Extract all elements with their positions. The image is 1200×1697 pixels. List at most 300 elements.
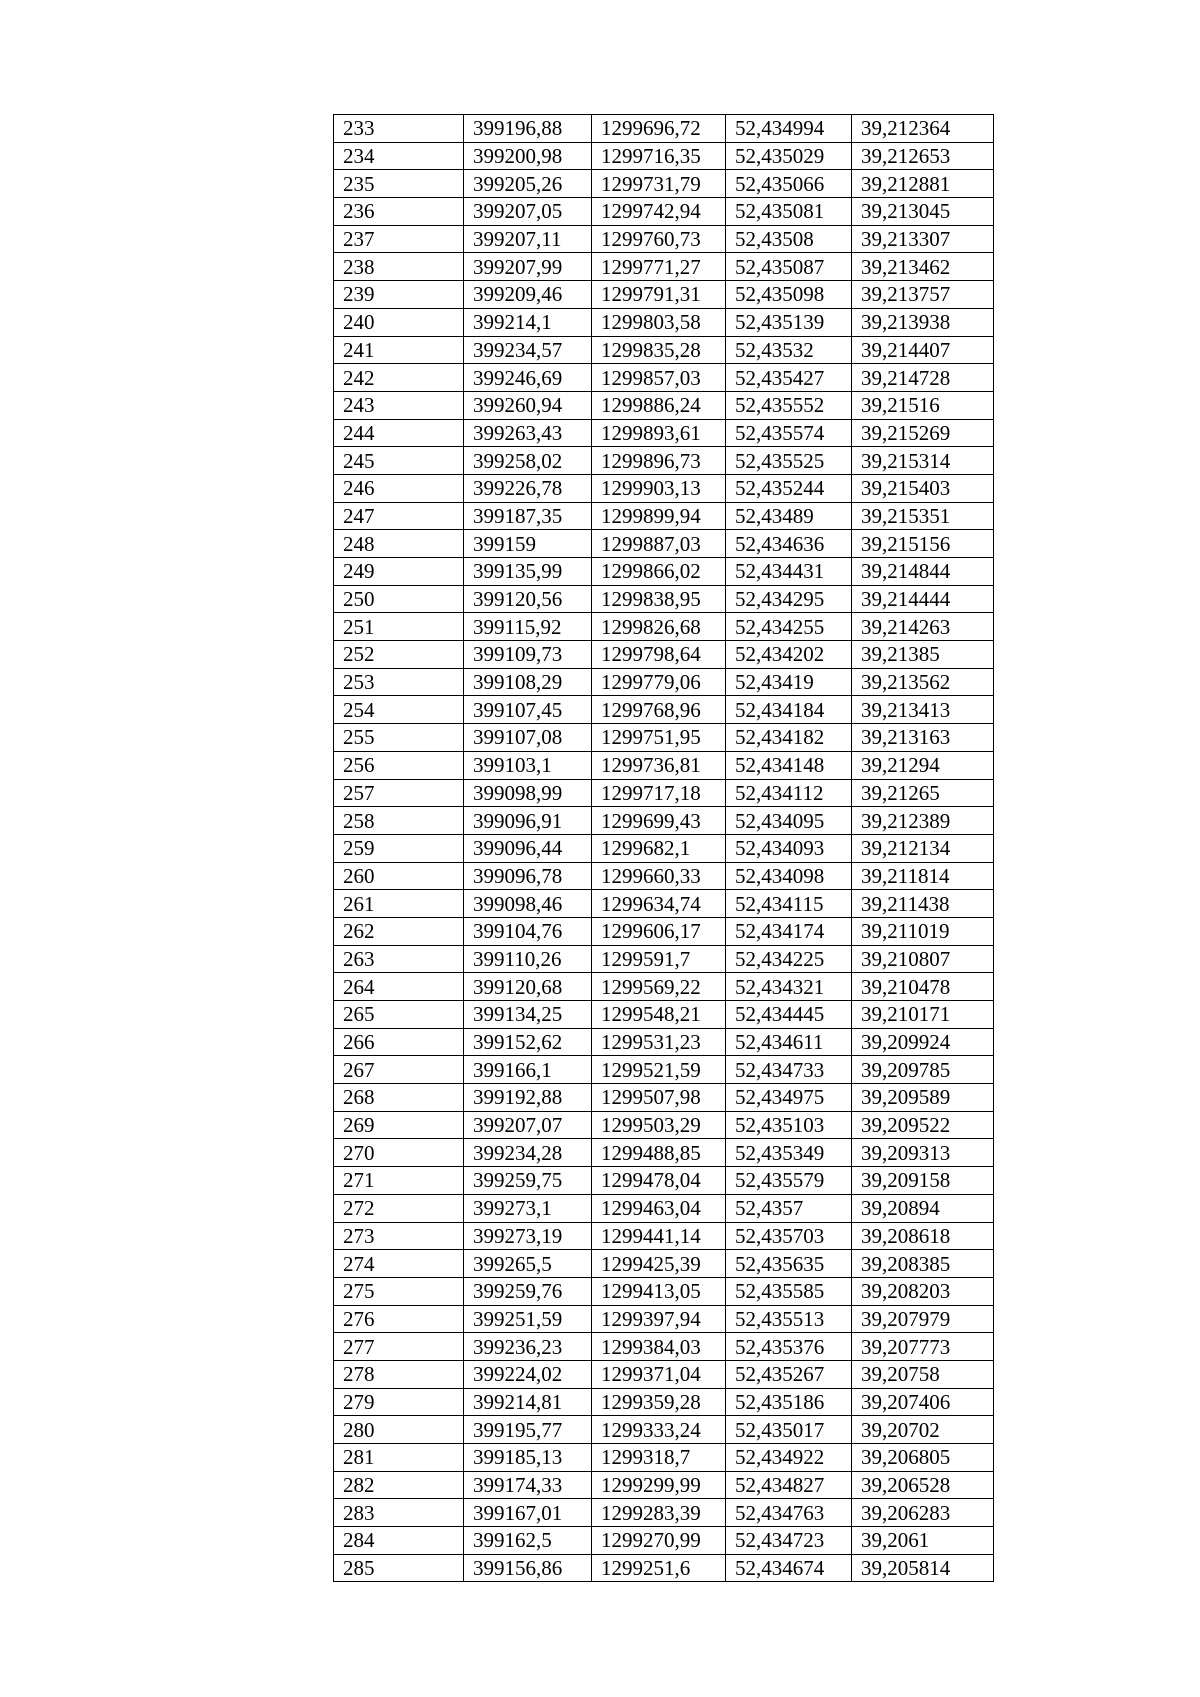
point-number-cell: 278	[334, 1360, 464, 1388]
longitude-cell: 39,215156	[852, 530, 994, 558]
longitude-cell: 39,206528	[852, 1471, 994, 1499]
x-coordinate-cell: 399152,62	[464, 1028, 592, 1056]
latitude-cell: 52,43508	[726, 225, 852, 253]
longitude-cell: 39,213413	[852, 696, 994, 724]
x-coordinate-cell: 399096,78	[464, 862, 592, 890]
table-row	[334, 1499, 994, 1527]
x-coordinate-cell: 399134,25	[464, 1001, 592, 1029]
latitude-cell: 52,434093	[726, 834, 852, 862]
latitude-cell: 52,435574	[726, 419, 852, 447]
point-number-cell: 240	[334, 308, 464, 336]
x-coordinate-cell: 399135,99	[464, 558, 592, 586]
latitude-cell: 52,435349	[726, 1139, 852, 1167]
point-number-cell: 241	[334, 336, 464, 364]
longitude-cell: 39,207406	[852, 1388, 994, 1416]
latitude-cell: 52,435186	[726, 1388, 852, 1416]
longitude-cell: 39,211019	[852, 917, 994, 945]
x-coordinate-cell: 399259,76	[464, 1277, 592, 1305]
point-number-cell: 256	[334, 751, 464, 779]
point-number-cell: 239	[334, 281, 464, 309]
table-row	[334, 613, 994, 641]
longitude-cell: 39,206805	[852, 1444, 994, 1472]
point-number-cell: 235	[334, 170, 464, 198]
table-row	[334, 917, 994, 945]
longitude-cell: 39,209313	[852, 1139, 994, 1167]
point-number-cell: 257	[334, 779, 464, 807]
latitude-cell: 52,434184	[726, 696, 852, 724]
point-number-cell: 238	[334, 253, 464, 281]
y-coordinate-cell: 1299887,03	[592, 530, 726, 558]
table-row	[334, 391, 994, 419]
y-coordinate-cell: 1299660,33	[592, 862, 726, 890]
x-coordinate-cell: 399103,1	[464, 751, 592, 779]
y-coordinate-cell: 1299359,28	[592, 1388, 726, 1416]
latitude-cell: 52,43419	[726, 668, 852, 696]
longitude-cell: 39,215314	[852, 447, 994, 475]
latitude-cell: 52,434733	[726, 1056, 852, 1084]
point-number-cell: 254	[334, 696, 464, 724]
point-number-cell: 242	[334, 364, 464, 392]
point-number-cell: 253	[334, 668, 464, 696]
y-coordinate-cell: 1299716,35	[592, 142, 726, 170]
table-row	[334, 1139, 994, 1167]
y-coordinate-cell: 1299569,22	[592, 973, 726, 1001]
y-coordinate-cell: 1299503,29	[592, 1111, 726, 1139]
longitude-cell: 39,20894	[852, 1194, 994, 1222]
point-number-cell: 234	[334, 142, 464, 170]
longitude-cell: 39,21265	[852, 779, 994, 807]
y-coordinate-cell: 1299591,7	[592, 945, 726, 973]
longitude-cell: 39,212389	[852, 807, 994, 835]
point-number-cell: 266	[334, 1028, 464, 1056]
point-number-cell: 260	[334, 862, 464, 890]
x-coordinate-cell: 399107,08	[464, 724, 592, 752]
latitude-cell: 52,435525	[726, 447, 852, 475]
table-row	[334, 1028, 994, 1056]
latitude-cell: 52,434445	[726, 1001, 852, 1029]
x-coordinate-cell: 399214,1	[464, 308, 592, 336]
table-row	[334, 585, 994, 613]
x-coordinate-cell: 399263,43	[464, 419, 592, 447]
latitude-cell: 52,434674	[726, 1554, 852, 1582]
table-row	[334, 807, 994, 835]
longitude-cell: 39,210478	[852, 973, 994, 1001]
table-row	[334, 834, 994, 862]
y-coordinate-cell: 1299531,23	[592, 1028, 726, 1056]
table-row	[334, 1554, 994, 1582]
latitude-cell: 52,434763	[726, 1499, 852, 1527]
y-coordinate-cell: 1299835,28	[592, 336, 726, 364]
longitude-cell: 39,2061	[852, 1527, 994, 1555]
y-coordinate-cell: 1299717,18	[592, 779, 726, 807]
x-coordinate-cell: 399251,59	[464, 1305, 592, 1333]
point-number-cell: 233	[334, 115, 464, 143]
latitude-cell: 52,4357	[726, 1194, 852, 1222]
point-number-cell: 236	[334, 198, 464, 226]
point-number-cell: 243	[334, 391, 464, 419]
point-number-cell: 283	[334, 1499, 464, 1527]
y-coordinate-cell: 1299893,61	[592, 419, 726, 447]
y-coordinate-cell: 1299425,39	[592, 1250, 726, 1278]
longitude-cell: 39,207773	[852, 1333, 994, 1361]
point-number-cell: 277	[334, 1333, 464, 1361]
longitude-cell: 39,206283	[852, 1499, 994, 1527]
latitude-cell: 52,434922	[726, 1444, 852, 1472]
y-coordinate-cell: 1299251,6	[592, 1554, 726, 1582]
x-coordinate-cell: 399159	[464, 530, 592, 558]
point-number-cell: 251	[334, 613, 464, 641]
longitude-cell: 39,214263	[852, 613, 994, 641]
longitude-cell: 39,209158	[852, 1167, 994, 1195]
table-row	[334, 668, 994, 696]
longitude-cell: 39,21516	[852, 391, 994, 419]
latitude-cell: 52,435139	[726, 308, 852, 336]
longitude-cell: 39,20758	[852, 1360, 994, 1388]
latitude-cell: 52,434182	[726, 724, 852, 752]
table-row	[334, 779, 994, 807]
y-coordinate-cell: 1299886,24	[592, 391, 726, 419]
longitude-cell: 39,212134	[852, 834, 994, 862]
latitude-cell: 52,435103	[726, 1111, 852, 1139]
latitude-cell: 52,434636	[726, 530, 852, 558]
y-coordinate-cell: 1299857,03	[592, 364, 726, 392]
latitude-cell: 52,434723	[726, 1527, 852, 1555]
table-row	[334, 558, 994, 586]
latitude-cell: 52,43532	[726, 336, 852, 364]
y-coordinate-cell: 1299768,96	[592, 696, 726, 724]
x-coordinate-cell: 399108,29	[464, 668, 592, 696]
x-coordinate-cell: 399207,11	[464, 225, 592, 253]
latitude-cell: 52,434255	[726, 613, 852, 641]
point-number-cell: 244	[334, 419, 464, 447]
longitude-cell: 39,210807	[852, 945, 994, 973]
y-coordinate-cell: 1299899,94	[592, 502, 726, 530]
coordinates-table	[333, 114, 994, 1582]
y-coordinate-cell: 1299903,13	[592, 474, 726, 502]
latitude-cell: 52,434112	[726, 779, 852, 807]
table-row	[334, 1444, 994, 1472]
longitude-cell: 39,209522	[852, 1111, 994, 1139]
point-number-cell: 279	[334, 1388, 464, 1416]
longitude-cell: 39,208618	[852, 1222, 994, 1250]
point-number-cell: 237	[334, 225, 464, 253]
longitude-cell: 39,215269	[852, 419, 994, 447]
x-coordinate-cell: 399185,13	[464, 1444, 592, 1472]
longitude-cell: 39,211814	[852, 862, 994, 890]
latitude-cell: 52,435427	[726, 364, 852, 392]
point-number-cell: 275	[334, 1277, 464, 1305]
x-coordinate-cell: 399265,5	[464, 1250, 592, 1278]
x-coordinate-cell: 399234,57	[464, 336, 592, 364]
latitude-cell: 52,43489	[726, 502, 852, 530]
longitude-cell: 39,213757	[852, 281, 994, 309]
x-coordinate-cell: 399260,94	[464, 391, 592, 419]
latitude-cell: 52,434321	[726, 973, 852, 1001]
table-row	[334, 696, 994, 724]
y-coordinate-cell: 1299798,64	[592, 641, 726, 669]
y-coordinate-cell: 1299397,94	[592, 1305, 726, 1333]
point-number-cell: 255	[334, 724, 464, 752]
x-coordinate-cell: 399109,73	[464, 641, 592, 669]
longitude-cell: 39,213307	[852, 225, 994, 253]
table-row	[334, 1250, 994, 1278]
x-coordinate-cell: 399187,35	[464, 502, 592, 530]
latitude-cell: 52,434975	[726, 1084, 852, 1112]
x-coordinate-cell: 399156,86	[464, 1554, 592, 1582]
longitude-cell: 39,214728	[852, 364, 994, 392]
table-row	[334, 1527, 994, 1555]
table-row	[334, 973, 994, 1001]
latitude-cell: 52,435087	[726, 253, 852, 281]
point-number-cell: 262	[334, 917, 464, 945]
point-number-cell: 252	[334, 641, 464, 669]
table-row	[334, 336, 994, 364]
x-coordinate-cell: 399207,05	[464, 198, 592, 226]
point-number-cell: 248	[334, 530, 464, 558]
longitude-cell: 39,21385	[852, 641, 994, 669]
latitude-cell: 52,435513	[726, 1305, 852, 1333]
point-number-cell: 269	[334, 1111, 464, 1139]
y-coordinate-cell: 1299270,99	[592, 1527, 726, 1555]
table-row	[334, 447, 994, 475]
y-coordinate-cell: 1299742,94	[592, 198, 726, 226]
longitude-cell: 39,213938	[852, 308, 994, 336]
y-coordinate-cell: 1299699,43	[592, 807, 726, 835]
table-row	[334, 198, 994, 226]
table-row	[334, 1333, 994, 1361]
x-coordinate-cell: 399207,07	[464, 1111, 592, 1139]
latitude-cell: 52,435703	[726, 1222, 852, 1250]
x-coordinate-cell: 399167,01	[464, 1499, 592, 1527]
latitude-cell: 52,434295	[726, 585, 852, 613]
y-coordinate-cell: 1299760,73	[592, 225, 726, 253]
point-number-cell: 246	[334, 474, 464, 502]
table-row	[334, 530, 994, 558]
y-coordinate-cell: 1299488,85	[592, 1139, 726, 1167]
y-coordinate-cell: 1299371,04	[592, 1360, 726, 1388]
latitude-cell: 52,434431	[726, 558, 852, 586]
table-row	[334, 641, 994, 669]
table-row	[334, 1471, 994, 1499]
table-row	[334, 1084, 994, 1112]
y-coordinate-cell: 1299682,1	[592, 834, 726, 862]
latitude-cell: 52,435244	[726, 474, 852, 502]
y-coordinate-cell: 1299413,05	[592, 1277, 726, 1305]
latitude-cell: 52,435029	[726, 142, 852, 170]
table-row	[334, 1111, 994, 1139]
table-row	[334, 281, 994, 309]
longitude-cell: 39,209589	[852, 1084, 994, 1112]
x-coordinate-cell: 399096,44	[464, 834, 592, 862]
latitude-cell: 52,435098	[726, 281, 852, 309]
longitude-cell: 39,212881	[852, 170, 994, 198]
point-number-cell: 285	[334, 1554, 464, 1582]
latitude-cell: 52,434174	[726, 917, 852, 945]
x-coordinate-cell: 399104,76	[464, 917, 592, 945]
latitude-cell: 52,435081	[726, 198, 852, 226]
longitude-cell: 39,214407	[852, 336, 994, 364]
y-coordinate-cell: 1299283,39	[592, 1499, 726, 1527]
y-coordinate-cell: 1299896,73	[592, 447, 726, 475]
y-coordinate-cell: 1299751,95	[592, 724, 726, 752]
y-coordinate-cell: 1299826,68	[592, 613, 726, 641]
longitude-cell: 39,208203	[852, 1277, 994, 1305]
longitude-cell: 39,20702	[852, 1416, 994, 1444]
longitude-cell: 39,213163	[852, 724, 994, 752]
longitude-cell: 39,208385	[852, 1250, 994, 1278]
latitude-cell: 52,434148	[726, 751, 852, 779]
table-row	[334, 1360, 994, 1388]
point-number-cell: 282	[334, 1471, 464, 1499]
point-number-cell: 274	[334, 1250, 464, 1278]
y-coordinate-cell: 1299866,02	[592, 558, 726, 586]
latitude-cell: 52,435017	[726, 1416, 852, 1444]
x-coordinate-cell: 399192,88	[464, 1084, 592, 1112]
x-coordinate-cell: 399195,77	[464, 1416, 592, 1444]
table-row	[334, 253, 994, 281]
point-number-cell: 263	[334, 945, 464, 973]
y-coordinate-cell: 1299521,59	[592, 1056, 726, 1084]
x-coordinate-cell: 399273,19	[464, 1222, 592, 1250]
y-coordinate-cell: 1299299,99	[592, 1471, 726, 1499]
coordinates-table-body	[334, 115, 994, 1582]
table-row	[334, 1001, 994, 1029]
x-coordinate-cell: 399166,1	[464, 1056, 592, 1084]
x-coordinate-cell: 399098,99	[464, 779, 592, 807]
latitude-cell: 52,435635	[726, 1250, 852, 1278]
longitude-cell: 39,211438	[852, 890, 994, 918]
y-coordinate-cell: 1299606,17	[592, 917, 726, 945]
latitude-cell: 52,435066	[726, 170, 852, 198]
longitude-cell: 39,215403	[852, 474, 994, 502]
latitude-cell: 52,435585	[726, 1277, 852, 1305]
y-coordinate-cell: 1299838,95	[592, 585, 726, 613]
longitude-cell: 39,207979	[852, 1305, 994, 1333]
longitude-cell: 39,212364	[852, 115, 994, 143]
point-number-cell: 280	[334, 1416, 464, 1444]
point-number-cell: 261	[334, 890, 464, 918]
x-coordinate-cell: 399209,46	[464, 281, 592, 309]
x-coordinate-cell: 399096,91	[464, 807, 592, 835]
latitude-cell: 52,434611	[726, 1028, 852, 1056]
longitude-cell: 39,215351	[852, 502, 994, 530]
longitude-cell: 39,214844	[852, 558, 994, 586]
latitude-cell: 52,434095	[726, 807, 852, 835]
y-coordinate-cell: 1299771,27	[592, 253, 726, 281]
y-coordinate-cell: 1299548,21	[592, 1001, 726, 1029]
table-row	[334, 225, 994, 253]
point-number-cell: 270	[334, 1139, 464, 1167]
table-row	[334, 1167, 994, 1195]
table-row	[334, 474, 994, 502]
latitude-cell: 52,434202	[726, 641, 852, 669]
y-coordinate-cell: 1299731,79	[592, 170, 726, 198]
table-row	[334, 890, 994, 918]
latitude-cell: 52,435267	[726, 1360, 852, 1388]
x-coordinate-cell: 399107,45	[464, 696, 592, 724]
table-row	[334, 170, 994, 198]
point-number-cell: 264	[334, 973, 464, 1001]
y-coordinate-cell: 1299696,72	[592, 115, 726, 143]
x-coordinate-cell: 399258,02	[464, 447, 592, 475]
point-number-cell: 265	[334, 1001, 464, 1029]
point-number-cell: 250	[334, 585, 464, 613]
table-row	[334, 115, 994, 143]
table-row	[334, 308, 994, 336]
longitude-cell: 39,214444	[852, 585, 994, 613]
x-coordinate-cell: 399214,81	[464, 1388, 592, 1416]
x-coordinate-cell: 399224,02	[464, 1360, 592, 1388]
table-row	[334, 724, 994, 752]
latitude-cell: 52,434115	[726, 890, 852, 918]
table-row	[334, 1056, 994, 1084]
y-coordinate-cell: 1299478,04	[592, 1167, 726, 1195]
point-number-cell: 281	[334, 1444, 464, 1472]
x-coordinate-cell: 399120,68	[464, 973, 592, 1001]
longitude-cell: 39,213462	[852, 253, 994, 281]
x-coordinate-cell: 399120,56	[464, 585, 592, 613]
x-coordinate-cell: 399259,75	[464, 1167, 592, 1195]
latitude-cell: 52,434225	[726, 945, 852, 973]
longitude-cell: 39,212653	[852, 142, 994, 170]
x-coordinate-cell: 399110,26	[464, 945, 592, 973]
table-row	[334, 862, 994, 890]
longitude-cell: 39,210171	[852, 1001, 994, 1029]
longitude-cell: 39,209785	[852, 1056, 994, 1084]
point-number-cell: 247	[334, 502, 464, 530]
x-coordinate-cell: 399200,98	[464, 142, 592, 170]
y-coordinate-cell: 1299803,58	[592, 308, 726, 336]
point-number-cell: 276	[334, 1305, 464, 1333]
longitude-cell: 39,213562	[852, 668, 994, 696]
x-coordinate-cell: 399162,5	[464, 1527, 592, 1555]
table-row	[334, 419, 994, 447]
latitude-cell: 52,435376	[726, 1333, 852, 1361]
point-number-cell: 249	[334, 558, 464, 586]
y-coordinate-cell: 1299463,04	[592, 1194, 726, 1222]
point-number-cell: 284	[334, 1527, 464, 1555]
table-row	[334, 1194, 994, 1222]
y-coordinate-cell: 1299791,31	[592, 281, 726, 309]
point-number-cell: 271	[334, 1167, 464, 1195]
table-row	[334, 502, 994, 530]
latitude-cell: 52,434098	[726, 862, 852, 890]
y-coordinate-cell: 1299441,14	[592, 1222, 726, 1250]
point-number-cell: 273	[334, 1222, 464, 1250]
y-coordinate-cell: 1299318,7	[592, 1444, 726, 1472]
table-row	[334, 1277, 994, 1305]
y-coordinate-cell: 1299779,06	[592, 668, 726, 696]
table-row	[334, 1305, 994, 1333]
point-number-cell: 268	[334, 1084, 464, 1112]
y-coordinate-cell: 1299384,03	[592, 1333, 726, 1361]
y-coordinate-cell: 1299634,74	[592, 890, 726, 918]
x-coordinate-cell: 399246,69	[464, 364, 592, 392]
x-coordinate-cell: 399115,92	[464, 613, 592, 641]
x-coordinate-cell: 399273,1	[464, 1194, 592, 1222]
y-coordinate-cell: 1299507,98	[592, 1084, 726, 1112]
table-row	[334, 142, 994, 170]
table-row	[334, 364, 994, 392]
latitude-cell: 52,435552	[726, 391, 852, 419]
x-coordinate-cell: 399226,78	[464, 474, 592, 502]
latitude-cell: 52,435579	[726, 1167, 852, 1195]
x-coordinate-cell: 399234,28	[464, 1139, 592, 1167]
table-row	[334, 751, 994, 779]
x-coordinate-cell: 399236,23	[464, 1333, 592, 1361]
longitude-cell: 39,205814	[852, 1554, 994, 1582]
latitude-cell: 52,434827	[726, 1471, 852, 1499]
